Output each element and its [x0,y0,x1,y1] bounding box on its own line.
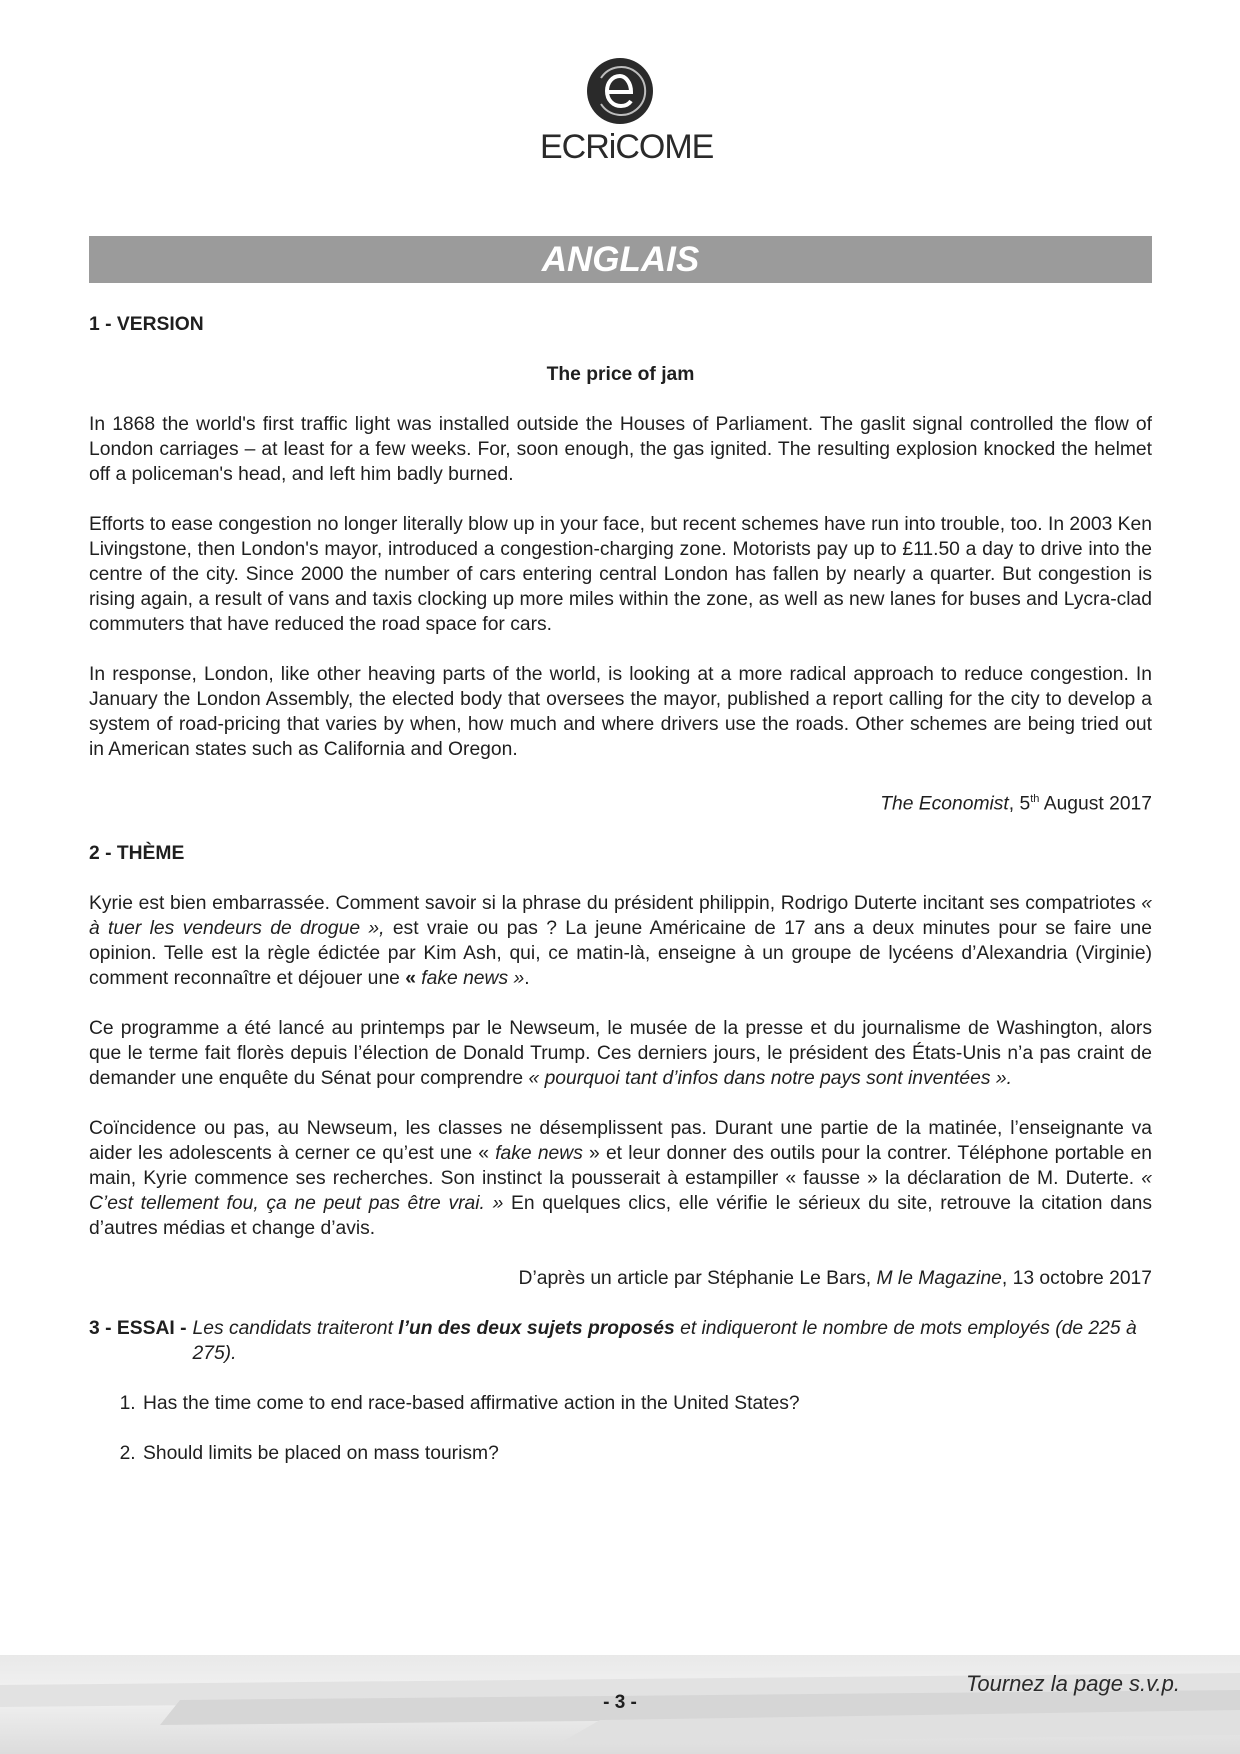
version-source: The Economist, 5th August 2017 [880,793,1152,815]
essay-subject: 2. Should limits be placed on mass tourism? [141,1441,1152,1466]
version-paragraph: In 1868 the world's first traffic light was installed outside the Houses of Parliament. The gaslit signal controlled the flow of London carriages – at least for a few weeks. For, soon enough, the gas ignited. The resulting explosion knocked the helmet off a policeman's head, and left him badly burned. [89,414,1152,485]
ecricome-logo [540,58,714,168]
theme-source: D’après un article par Stéphanie Le Bars, M le Magazine, 13 octobre 2017 [518,1268,1152,1290]
logo-wordmark: ECRiCOME [540,128,714,166]
section-essay-heading: 3 - ESSAI - [89,1318,187,1340]
version-paragraph: Efforts to ease congestion no longer literally blow up in your face, but recent schemes have run into trouble, too. In 2003 Ken Livingstone, then London's mayor, introduced a congestion-charging zone. Motorists pay up to £11.50 a day to drive into the centre of the city. Since 2000 the number of cars entering central London has fallen by nearly a quarter. But congestion is rising again, a result of vans and taxis clocking up more miles within the zone, as well as new lanes for buses and Lycra-clad commuters that have reduced the road space for cars. [89,514,1152,635]
page-number: - 3 - [603,1692,637,1713]
exam-content [89,312,1152,1491]
subject-banner: ANGLAIS [89,236,1152,283]
essay-subject-list [89,1391,1152,1466]
version-text-title: The price of jam [546,364,695,385]
section-version-heading: 1 - VERSION [89,314,204,335]
section-theme-heading: 2 - THÈME [89,843,185,865]
source-publication: The Economist [880,793,1009,815]
turn-page-note: Tournez la page s.v.p. [965,1671,1180,1696]
essay-instructions-text: Les candidats traiteront l’un des deux sujets proposés et indiqueront le nombre de mots employés (de 225 à 275). [192,1318,1137,1365]
section-essay-instructions [89,1316,1152,1366]
theme-paragraph: Coïncidence ou pas, au Newseum, les classes ne désemplissent pas. Durant une partie de la matinée, l’enseignante va aider les adolescents à cerner ce qu’est une « fake news » et leur donner des outils pour la contrer. Téléphone portable en main, Kyrie commence ses recherches. Son instinct la pousserait à estampiller « fausse » la déclaration de M. Duterte. « C’est tellement fou, ça ne peut pas être vrai. » En quelques clics, elle vérifie le sérieux du site, retrouve la citation dans d’autres médias et change d’avis. [89,1118,1152,1240]
theme-paragraph: Ce programme a été lancé au printemps par le Newseum, le musée de la presse et du journalisme de Washington, alors que le terme fait florès depuis l’élection de Donald Trump. Ces derniers jours, le président des États-Unis n’a pas craint de demander une enquête du Sénat pour comprendre « pourquoi tant d’infos dans notre pays sont inventées ». [89,1018,1152,1090]
version-paragraph: In response, London, like other heaving parts of the world, is looking at a more radical approach to reduce congestion. In January the London Assembly, the elected body that oversees the mayor, published a report calling for the city to develop a system of road-pricing that varies by when, how much and where drivers use the roads. Other schemes are being tried out in American states such as California and Oregon. [89,664,1152,760]
essay-subject: 1. Has the time come to end race-based affirmative action in the United States? [141,1391,1152,1416]
theme-paragraph: Kyrie est bien embarrassée. Comment savoir si la phrase du président philippin, Rodrigo Duterte incitant ses compatriotes « à tuer les vendeurs de drogue », est vraie ou pas ? La jeune Américaine de 17 ans a deux minutes pour se faire une opinion. Telle est la règle édictée par Kim Ash, qui, ce matin-là, enseigne à un groupe de lycéens d’Alexandria (Virginie) comment reconnaître et déjouer une « fake news ». [89,893,1152,990]
logo-emblem-icon [587,58,653,124]
